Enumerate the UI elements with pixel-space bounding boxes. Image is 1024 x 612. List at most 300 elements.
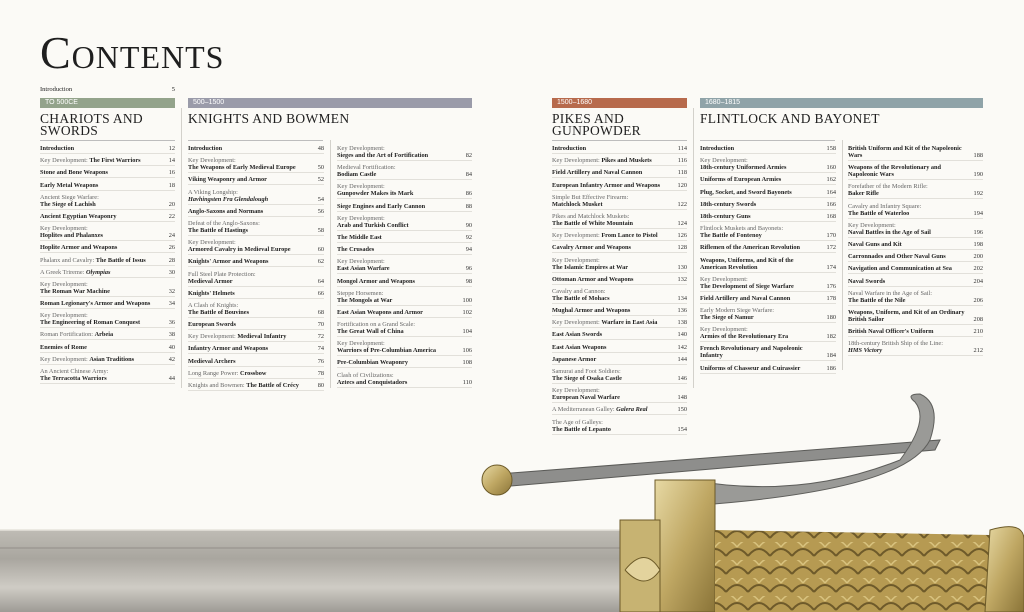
toc-entry-page: 102 xyxy=(462,308,472,316)
toc-entry[interactable] xyxy=(337,309,472,318)
toc-entry[interactable] xyxy=(700,145,836,154)
toc-entry-lead: Samurai and Foot Soldiers: xyxy=(552,368,621,375)
toc-entry[interactable] xyxy=(552,331,687,340)
toc-entry[interactable] xyxy=(40,331,175,340)
toc-entry-page: 114 xyxy=(677,145,687,152)
toc-entry[interactable] xyxy=(40,269,175,278)
toc-column-flintlock-a xyxy=(700,145,836,377)
toc-entry[interactable] xyxy=(552,356,687,365)
toc-entry-page: 70 xyxy=(317,321,324,329)
toc-entry[interactable] xyxy=(188,145,324,154)
toc-entry-lead: Naval Warfare in the Age of Sail: xyxy=(848,289,933,297)
toc-entry-page: 172 xyxy=(826,244,836,252)
toc-entry[interactable] xyxy=(552,169,687,178)
toc-entry[interactable] xyxy=(40,257,175,266)
toc-entry-title: Aztecs and Conquistadors xyxy=(337,378,408,386)
toc-entry-page: 78 xyxy=(317,369,324,377)
toc-entry[interactable] xyxy=(40,157,175,166)
toc-entry-title: The Battle of the Nile xyxy=(848,296,906,304)
toc-entry-page: 80 xyxy=(317,382,324,389)
intro-entry[interactable] xyxy=(40,86,175,93)
toc-entry-title: 18th-century Uniformed Armies xyxy=(700,164,787,172)
toc-entry-page: 100 xyxy=(462,296,472,304)
toc-entry-lead: Key Development: xyxy=(337,183,385,191)
sword-illustration xyxy=(0,380,1024,612)
toc-entry-title: European Infantry Armor and Weapons xyxy=(552,181,661,189)
toc-entry-page: 182 xyxy=(826,333,836,341)
toc-entry-text xyxy=(40,356,140,363)
toc-entry[interactable] xyxy=(337,246,472,255)
toc-entry-text xyxy=(700,257,827,271)
toc-entry-text xyxy=(552,182,666,189)
toc-entry-title: The Siege of Lachish xyxy=(40,200,96,208)
toc-entry-title: Weapons of the Revolutionary and Napoleonic Wars xyxy=(848,164,942,179)
column-divider xyxy=(330,140,331,388)
toc-entry-page: 68 xyxy=(317,308,324,316)
toc-entry-title: Matchlock Musket xyxy=(552,200,603,208)
toc-entry-text xyxy=(188,189,274,203)
toc-entry-lead: Key Development: xyxy=(40,280,88,288)
section-title-chariots: CHARIOTS AND SWORDS xyxy=(40,111,143,138)
toc-entry-text xyxy=(700,189,798,196)
section-title-knights: KNIGHTS AND BOWMEN xyxy=(188,111,350,126)
toc-entry-title: Japanese Armor xyxy=(552,355,597,363)
toc-entry-text xyxy=(188,208,269,215)
toc-entry-text xyxy=(700,225,789,239)
toc-entry-page: 42 xyxy=(168,355,175,363)
toc-entry-lead: Flintlock Muskets and Bayonets: xyxy=(700,225,784,233)
toc-entry-page: 58 xyxy=(317,226,324,234)
toc-entry-text xyxy=(848,164,974,178)
toc-entry[interactable] xyxy=(188,345,324,354)
toc-entry-title: The First Warriors xyxy=(89,157,141,165)
toc-entry[interactable] xyxy=(337,183,472,199)
toc-entry-lead: 18th-century British Ship of the Line: xyxy=(848,340,943,348)
toc-entry-title: Viking Weaponry and Armor xyxy=(188,176,267,184)
toc-entry[interactable] xyxy=(188,189,324,205)
toc-entry-title: Ottoman Armor and Weapons xyxy=(552,275,634,283)
toc-entry-title: Crossbow xyxy=(239,369,267,377)
toc-entry-page: 96 xyxy=(465,265,472,273)
toc-entry-title: Medieval Infantry xyxy=(237,333,287,341)
toc-entry[interactable] xyxy=(848,328,983,337)
toc-entry[interactable] xyxy=(40,169,175,178)
toc-entry-text xyxy=(700,145,740,152)
grip-shape xyxy=(715,530,990,612)
toc-entry[interactable] xyxy=(700,201,836,210)
toc-entry-title: The Battle of Hastings xyxy=(188,226,248,234)
toc-entry-text xyxy=(337,359,414,366)
toc-entry-text xyxy=(848,265,958,272)
toc-entry[interactable] xyxy=(337,164,472,180)
toc-entry-text xyxy=(848,203,927,217)
toc-entry-title: Havhingsten Fra Glendalough xyxy=(188,195,269,203)
toc-entry-title: East Asian Warfare xyxy=(337,265,390,273)
toc-entry-text xyxy=(40,157,147,164)
toc-entry-title: From Lance to Pistol xyxy=(601,232,658,240)
toc-entry-page: 122 xyxy=(677,200,687,208)
section-rule xyxy=(188,140,323,141)
toc-entry[interactable] xyxy=(700,276,836,292)
toc-entry-text xyxy=(40,169,114,176)
toc-entry-text xyxy=(40,244,123,251)
toc-entry-lead: Pikes and Matchlock Muskets: xyxy=(552,212,630,220)
toc-entry[interactable] xyxy=(552,288,687,304)
toc-entry-title: The Siege of Osaka Castle xyxy=(552,375,622,382)
toc-entry-page: 206 xyxy=(973,296,983,304)
toc-entry-title: Field Artillery and Naval Cannon xyxy=(700,294,791,302)
toc-entry[interactable] xyxy=(700,157,836,173)
toc-entry-text xyxy=(40,281,116,295)
toc-entry-page: 142 xyxy=(677,343,687,351)
toc-entry-text xyxy=(700,326,794,340)
toc-entry-text xyxy=(40,225,109,239)
toc-entry[interactable] xyxy=(40,145,175,154)
toc-entry[interactable] xyxy=(848,145,983,161)
toc-entry-text xyxy=(337,164,402,178)
toc-entry-page: 88 xyxy=(465,202,472,210)
toc-entry-page: 150 xyxy=(677,406,687,414)
toc-entry-text xyxy=(40,312,146,326)
toc-entry-page: 110 xyxy=(462,378,472,386)
toc-entry[interactable] xyxy=(188,290,324,299)
toc-entry[interactable] xyxy=(40,182,175,191)
toc-entry-page: 66 xyxy=(317,289,324,297)
toc-column-chariots xyxy=(40,145,175,387)
toc-entry-page: 144 xyxy=(677,355,687,363)
toc-entry-page: 108 xyxy=(462,359,472,367)
toc-entry-title: Introduction xyxy=(700,145,735,152)
toc-entry-title: East Asian Weapons xyxy=(552,343,607,351)
toc-entry[interactable] xyxy=(552,213,687,229)
toc-entry-text xyxy=(848,183,934,197)
toc-entry-text xyxy=(700,295,796,302)
toc-entry-title: Plug, Socket, and Sword Bayonets xyxy=(700,188,792,196)
toc-entry[interactable] xyxy=(700,257,836,273)
toc-entry-page: 134 xyxy=(677,294,687,302)
toc-entry-text xyxy=(337,309,429,316)
toc-entry-page: 210 xyxy=(973,328,983,336)
toc-entry-page: 74 xyxy=(317,345,324,353)
toc-entry-page: 72 xyxy=(317,333,324,341)
toc-entry-lead: Key Development: xyxy=(337,145,385,152)
toc-entry-page: 16 xyxy=(168,169,175,177)
intro-label: Introduction xyxy=(40,86,73,93)
toc-entry-title: The Siege of Namur xyxy=(700,314,754,322)
toc-entry-text xyxy=(40,257,152,264)
toc-entry[interactable] xyxy=(40,213,175,222)
toc-entry-text xyxy=(40,300,156,307)
toc-entry-text xyxy=(848,278,891,285)
toc-entry-page: 140 xyxy=(677,331,687,339)
toc-entry-text xyxy=(848,328,940,335)
toc-entry-page: 208 xyxy=(973,315,983,323)
toc-entry-title: Early Metal Weapons xyxy=(40,181,99,189)
toc-entry-title: Weapons, Uniform, and Kit of an Ordinary British Sailor xyxy=(848,308,965,323)
toc-entry-text xyxy=(337,234,388,241)
toc-entry-page: 130 xyxy=(677,263,687,271)
toc-entry[interactable] xyxy=(700,345,836,361)
toc-entry-text xyxy=(40,194,105,208)
toc-entry-lead: Cavalry and Infantry Square: xyxy=(848,202,922,210)
toc-entry[interactable] xyxy=(188,157,324,173)
toc-entry[interactable] xyxy=(188,333,324,342)
toc-entry[interactable] xyxy=(700,189,836,198)
toc-entry[interactable] xyxy=(552,182,687,191)
toc-entry-page: 184 xyxy=(826,352,836,360)
toc-entry-page: 132 xyxy=(677,275,687,283)
toc-entry-lead: Clash of Civilizations: xyxy=(337,371,394,379)
toc-entry-page: 40 xyxy=(168,343,175,351)
toc-entry-title: Navigation and Communication at Sea xyxy=(848,265,952,273)
toc-entry[interactable] xyxy=(552,194,687,210)
toc-entry-title: Field Artillery and Naval Cannon xyxy=(552,169,643,177)
toc-entry[interactable] xyxy=(337,321,472,337)
toc-entry-text xyxy=(188,145,228,152)
toc-entry[interactable] xyxy=(552,276,687,285)
toc-entry-text xyxy=(188,258,274,265)
toc-entry[interactable] xyxy=(188,176,324,185)
toc-entry-page: 178 xyxy=(826,294,836,302)
toc-entry-title: The Battle of Crécy xyxy=(246,382,299,389)
toc-entry[interactable] xyxy=(337,203,472,212)
toc-entry[interactable] xyxy=(552,319,687,328)
toc-entry[interactable] xyxy=(188,239,324,255)
toc-entry-text xyxy=(848,222,937,236)
toc-entry-text xyxy=(40,213,123,220)
guard-block-shape xyxy=(655,480,715,612)
toc-entry-text xyxy=(188,321,242,328)
section-rule xyxy=(700,140,835,141)
toc-entry-lead: Key Development: xyxy=(700,275,748,283)
toc-entry[interactable] xyxy=(337,145,472,161)
toc-entry-title: 18th-century Swords xyxy=(700,200,757,208)
toc-entry-lead: Key Development: xyxy=(188,333,238,341)
toc-entry[interactable] xyxy=(552,244,687,253)
toc-entry-text xyxy=(552,356,602,363)
toc-entry[interactable] xyxy=(40,225,175,241)
toc-entry-title: Arbeia xyxy=(94,331,114,339)
toc-entry-page: 196 xyxy=(973,228,983,236)
toc-entry-lead: Fortification on a Grand Scale: xyxy=(337,321,415,329)
toc-entry-title: Medieval Armor xyxy=(188,277,233,285)
toc-entry[interactable] xyxy=(40,344,175,353)
toc-entry-page: 212 xyxy=(973,347,983,355)
toc-entry[interactable] xyxy=(848,241,983,250)
toc-entry-page: 76 xyxy=(317,357,324,365)
toc-entry-text xyxy=(552,288,616,302)
toc-entry-lead: Simple But Effective Firearm: xyxy=(552,193,629,201)
toc-entry[interactable] xyxy=(552,344,687,353)
toc-entry[interactable] xyxy=(40,281,175,297)
toc-entry-lead: Key Development: xyxy=(40,225,88,233)
toc-entry[interactable] xyxy=(700,213,836,222)
toc-entry[interactable] xyxy=(848,183,983,199)
toc-entry-page: 194 xyxy=(973,209,983,217)
toc-entry-title: The Battle of Lepanto xyxy=(552,425,611,433)
toc-entry-page: 60 xyxy=(317,246,324,254)
toc-entry-page: 82 xyxy=(465,152,472,159)
toc-entry[interactable] xyxy=(337,340,472,356)
toc-entry-lead: Key Development: xyxy=(848,221,896,229)
toc-entry[interactable] xyxy=(848,340,983,356)
toc-entry-text xyxy=(40,344,93,351)
toc-entry[interactable] xyxy=(40,356,175,365)
toc-entry-text xyxy=(337,278,421,285)
toc-entry-text xyxy=(337,321,421,335)
toc-entry[interactable] xyxy=(700,307,836,323)
toc-entry-lead: Key Development: xyxy=(552,232,602,240)
toc-entry-lead: Early Modern Siege Warfare: xyxy=(700,307,775,315)
toc-entry-lead: Key Development: xyxy=(700,326,748,334)
toc-entry-title: The Battle of Mohacs xyxy=(552,294,610,302)
toc-entry-text xyxy=(188,370,272,377)
toc-entry-page: 52 xyxy=(317,176,324,184)
toc-entry-page: 56 xyxy=(317,207,324,215)
toc-entry[interactable] xyxy=(848,203,983,219)
toc-entry-title: Mongol Armor and Weapons xyxy=(337,277,415,285)
toc-entry-lead: Ancient Siege Warfare: xyxy=(40,193,99,201)
toc-entry[interactable] xyxy=(337,278,472,287)
section-rule xyxy=(40,140,175,141)
toc-entry-title: Sieges and the Art of Fortification xyxy=(337,152,429,159)
toc-entry[interactable] xyxy=(700,365,836,374)
toc-entry-title: The Mongols at War xyxy=(337,296,393,304)
toc-entry[interactable] xyxy=(188,271,324,287)
toc-entry[interactable] xyxy=(188,208,324,217)
toc-entry-title: Naval Battles in the Age of Sail xyxy=(848,228,931,236)
toc-entry-lead: Key Development: xyxy=(552,319,602,327)
toc-entry[interactable] xyxy=(848,278,983,287)
toc-entry[interactable] xyxy=(188,258,324,267)
toc-entry[interactable] xyxy=(848,253,983,262)
toc-entry[interactable] xyxy=(700,326,836,342)
toc-entry[interactable] xyxy=(188,302,324,318)
toc-column-knights-b xyxy=(337,145,472,391)
toc-entry-page: 174 xyxy=(826,263,836,271)
toc-entry-text xyxy=(337,145,434,159)
toc-entry[interactable] xyxy=(40,244,175,253)
toc-entry-lead: Key Development: xyxy=(552,387,600,395)
toc-entry-text xyxy=(337,183,419,197)
toc-entry-page: 50 xyxy=(317,164,324,172)
toc-entry-text xyxy=(700,213,757,220)
intro-page: 5 xyxy=(171,86,175,93)
section-title-flintlock: FLINTLOCK AND BAYONET xyxy=(700,111,880,126)
section-band-500-1500: 500–1500 xyxy=(188,98,472,108)
toc-entry[interactable] xyxy=(337,359,472,368)
toc-entry-lead: Steppe Horsemen: xyxy=(337,289,384,297)
toc-entry-text xyxy=(552,157,658,164)
toc-entry[interactable] xyxy=(700,244,836,253)
toc-entry-page: 124 xyxy=(677,219,687,227)
toc-entry-page: 86 xyxy=(465,190,472,198)
toc-entry-text xyxy=(188,271,262,285)
toc-entry[interactable] xyxy=(337,215,472,231)
toc-entry-title: Gunpowder Makes its Mark xyxy=(337,190,414,198)
toc-entry-text xyxy=(188,239,297,253)
toc-entry-title: Introduction xyxy=(40,145,75,152)
toc-entry-text xyxy=(40,331,119,338)
toc-entry-lead: Phalanx and Cavalry: xyxy=(40,256,96,264)
toc-entry[interactable] xyxy=(188,321,324,330)
toc-entry-lead: Key Development: xyxy=(337,214,385,222)
toc-entry-lead: Long Range Power: xyxy=(188,369,240,377)
toc-entry[interactable] xyxy=(188,220,324,236)
toc-entry-page: 138 xyxy=(677,319,687,327)
toc-entry-text xyxy=(848,340,949,354)
toc-entry[interactable] xyxy=(337,290,472,306)
toc-entry-lead: Key Development: xyxy=(337,258,385,266)
toc-entry[interactable] xyxy=(337,258,472,274)
toc-entry-title: East Asian Weapons and Armor xyxy=(337,308,423,316)
toc-entry-lead: Defeat of the Anglo-Saxons: xyxy=(188,219,260,227)
section-band-to-500ce: TO 500CE xyxy=(40,98,175,108)
toc-entry-text xyxy=(188,220,266,234)
toc-entry-page: 54 xyxy=(317,195,324,203)
toc-entry[interactable] xyxy=(700,225,836,241)
toc-entry-page: 44 xyxy=(168,375,175,382)
section-rule xyxy=(552,140,687,141)
toc-entry[interactable] xyxy=(40,194,175,210)
toc-entry-text xyxy=(552,213,639,227)
toc-column-flintlock-b xyxy=(848,145,983,359)
toc-entry[interactable] xyxy=(552,232,687,241)
toc-entry[interactable] xyxy=(552,145,687,154)
toc-entry-lead: Key Development: xyxy=(700,157,748,165)
toc-entry-page: 180 xyxy=(826,314,836,322)
toc-entry-lead: Key Development: xyxy=(40,157,90,165)
toc-entry-page: 126 xyxy=(677,232,687,240)
toc-entry-title: The Great Wall of China xyxy=(337,328,404,336)
toc-entry-text xyxy=(848,145,974,159)
toc-entry[interactable] xyxy=(848,265,983,274)
toc-entry-page: 64 xyxy=(317,277,324,285)
toc-entry-page: 84 xyxy=(465,171,472,179)
toc-entry-title: Baker Rifle xyxy=(848,190,879,198)
toc-entry[interactable] xyxy=(337,234,472,243)
blade-shape xyxy=(0,530,700,612)
toc-entry-page: 62 xyxy=(317,258,324,266)
toc-entry-title: Hoplite Armor and Weapons xyxy=(40,244,118,252)
toc-entry[interactable] xyxy=(848,290,983,306)
toc-entry-title: British Naval Officer's Uniform xyxy=(848,328,934,336)
toc-entry-lead: An Ancient Chinese Army: xyxy=(40,368,109,375)
toc-entry-title: Infantry Armor and Weapons xyxy=(188,345,269,353)
toc-entry[interactable] xyxy=(552,157,687,166)
toc-entry[interactable] xyxy=(700,295,836,304)
toc-entry[interactable] xyxy=(848,164,983,180)
toc-entry[interactable] xyxy=(700,176,836,185)
toc-entry-page: 116 xyxy=(677,157,687,165)
toc-entry-title: Naval Swords xyxy=(848,277,886,285)
toc-entry[interactable] xyxy=(848,309,983,325)
toc-entry-title: The Middle East xyxy=(337,233,382,241)
toc-entry-page: 202 xyxy=(973,265,983,273)
toc-entry[interactable] xyxy=(552,307,687,316)
toc-entry-text xyxy=(188,302,255,316)
toc-entry-page: 188 xyxy=(973,152,983,159)
toc-entry[interactable] xyxy=(848,222,983,238)
toc-entry-title: Medieval Archers xyxy=(188,357,236,365)
toc-entry[interactable] xyxy=(188,358,324,367)
toc-entry-page: 94 xyxy=(465,246,472,254)
toc-entry[interactable] xyxy=(552,257,687,273)
toc-entry[interactable] xyxy=(188,370,324,379)
toc-entry[interactable] xyxy=(40,312,175,328)
column-divider xyxy=(842,140,843,370)
toc-entry[interactable] xyxy=(40,300,175,309)
